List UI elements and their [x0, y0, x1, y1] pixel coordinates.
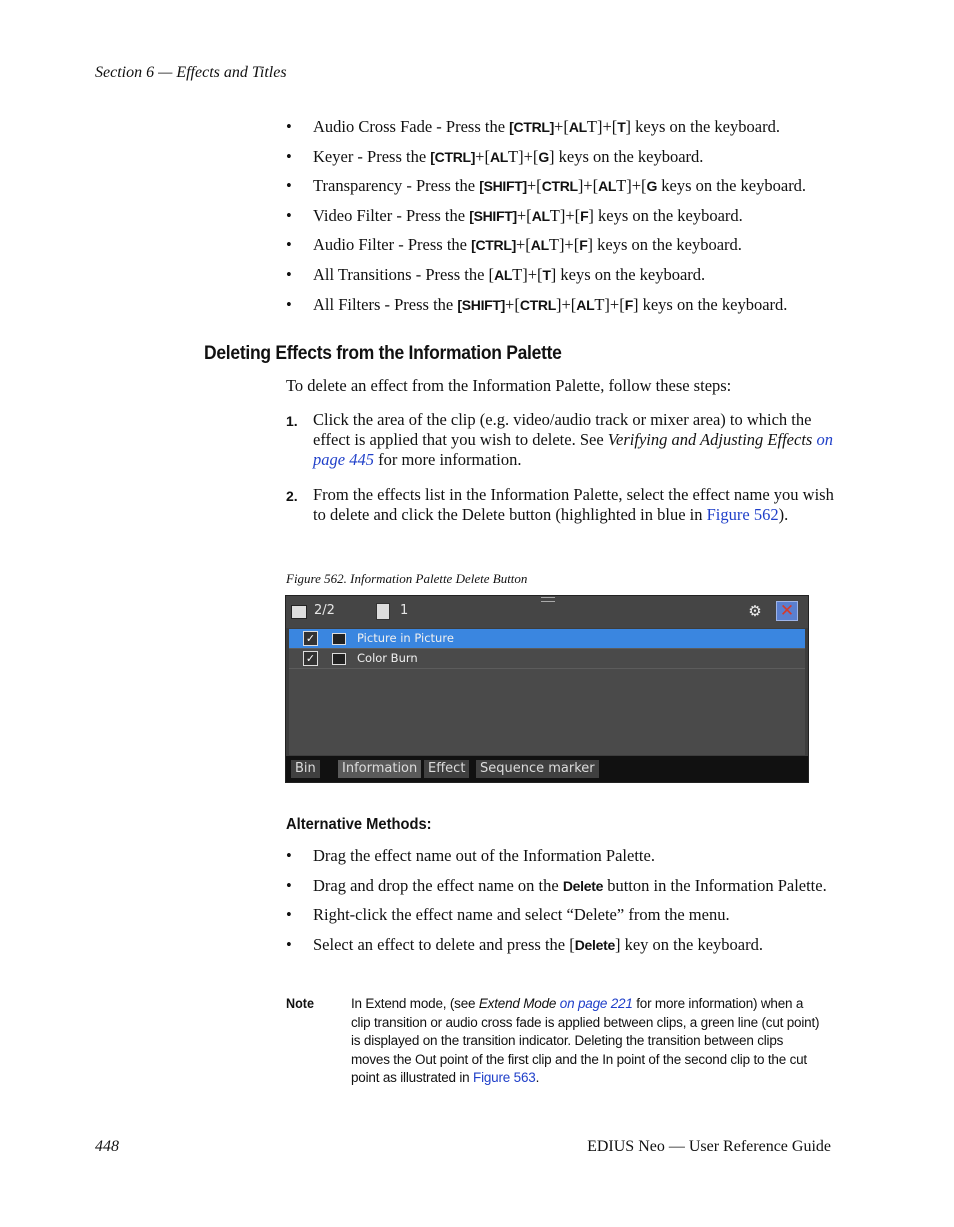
- layer-icon: [291, 605, 307, 619]
- tab-effect[interactable]: Effect: [424, 760, 469, 778]
- text-run: Keyer - Press the: [313, 146, 431, 166]
- key-name: [SHIFT]: [479, 178, 527, 195]
- cross-reference-link[interactable]: Figure 562: [706, 505, 779, 524]
- key-name: AL: [489, 148, 509, 165]
- text-run: ]+[: [555, 294, 577, 314]
- delete-x-icon: ✕: [779, 601, 795, 621]
- text-run: T]+[: [586, 117, 618, 136]
- key-name: Delete: [574, 936, 615, 953]
- text-run: T]+[: [549, 205, 581, 225]
- key-name: AL: [576, 296, 595, 313]
- text-run: Video Filter - Press the: [313, 205, 470, 225]
- palette-tabs: [286, 756, 808, 782]
- key-name: T: [542, 266, 551, 283]
- clip-icon: [376, 603, 390, 620]
- clip-count: 1: [400, 603, 409, 618]
- list-item: [286, 876, 846, 896]
- key-name: AL: [531, 207, 550, 224]
- text-run: Click the area of the clip (e.g. video/audio track or mixer area) to which the effect is applied that you wish to delete. See: [313, 410, 812, 449]
- list-item: [286, 117, 846, 137]
- key-name: CTRL: [519, 296, 556, 313]
- text-run: All Filters - Press the: [313, 294, 458, 314]
- cross-reference-title: Verifying and Adjusting Effects: [607, 430, 813, 449]
- running-header: Section 6 — Effects and Titles: [95, 64, 287, 81]
- figure-caption: Figure 562. Information Palette Delete Button: [286, 571, 528, 586]
- text-run: Transparency - Press the: [313, 176, 480, 196]
- key-name: Delete: [562, 877, 604, 894]
- information-palette: [285, 595, 809, 783]
- cross-reference-title: Extend Mode: [478, 996, 557, 1011]
- tab-sequence-marker[interactable]: Sequence marker: [476, 760, 599, 778]
- text-run: .: [535, 1070, 540, 1085]
- text-run: T]+[: [508, 146, 539, 166]
- drag-handle[interactable]: [541, 597, 555, 602]
- list-item: [286, 235, 846, 255]
- text-run: T]+[: [616, 176, 647, 196]
- key-name: AL: [494, 266, 513, 283]
- text-run: ] keys on the keyboard.: [588, 205, 743, 225]
- list-item: [286, 176, 846, 196]
- list-item: [286, 147, 846, 167]
- text-run: T]+[: [548, 235, 580, 255]
- text-run: Select an effect to delete and press the [: [313, 934, 575, 954]
- layer-count: 2/2: [314, 603, 335, 618]
- text-run: +[: [554, 117, 569, 136]
- key-name: F: [579, 237, 588, 254]
- footer-title: EDIUS Neo — User Reference Guide: [587, 1138, 831, 1155]
- text-run: T]+[: [594, 294, 625, 314]
- list-item: [286, 905, 846, 925]
- text-run: for more information.: [373, 450, 522, 469]
- text-run: ] keys on the keyboard.: [550, 264, 706, 284]
- text-run: All Transitions - Press the [: [313, 264, 495, 284]
- text-run: Drag the effect name out of the Information Palette.: [313, 846, 655, 865]
- shortcut-list: [286, 117, 846, 324]
- tab-bin[interactable]: Bin: [291, 760, 320, 778]
- effect-settings-icon[interactable]: ⚙: [748, 602, 762, 620]
- key-name: F: [624, 296, 633, 313]
- step-item: [286, 410, 846, 470]
- key-name: CTRL: [541, 178, 578, 195]
- text-run: button in the Information Palette.: [603, 875, 827, 895]
- checkbox-icon[interactable]: ✓: [303, 651, 318, 666]
- text-run: Right-click the effect name and select “Delete” from the menu.: [313, 905, 730, 925]
- checkbox-icon[interactable]: ✓: [303, 631, 318, 646]
- key-name: [CTRL]: [509, 119, 555, 135]
- text-run: Audio Filter - Press the: [313, 235, 472, 255]
- key-name: [CTRL]: [430, 148, 476, 165]
- list-item: [286, 265, 846, 285]
- text-run: +[: [526, 176, 542, 196]
- alternative-methods-title: Alternative Methods:: [286, 816, 432, 833]
- key-name: AL: [568, 119, 587, 135]
- list-item: [286, 935, 846, 955]
- text-run: keys on the keyboard.: [657, 176, 807, 196]
- text-run: ] keys on the keyboard.: [549, 146, 704, 166]
- text-run: ] key on the keyboard.: [614, 934, 763, 954]
- effect-row[interactable]: [289, 629, 805, 649]
- text-run: T]+[: [512, 264, 543, 284]
- cross-reference-link[interactable]: on page 445: [313, 430, 833, 469]
- text-run: for more information) when a clip transition or audio cross fade is applied between clips, a green line (cut point) is displayed on the transition indicator. Deleting the transition between clips moves the Out point of the first clip and the In point of the second clip to the cut point as illustrated in: [351, 996, 820, 1085]
- effect-name: Picture in Picture: [357, 631, 454, 645]
- text-run: In Extend mode, (see: [351, 996, 479, 1011]
- text-run: Drag and drop the effect name on the: [313, 875, 563, 895]
- key-name: AL: [598, 178, 617, 195]
- effects-list: [289, 629, 805, 755]
- text-run: +[: [516, 205, 532, 225]
- text-run: Audio Cross Fade - Press the: [313, 117, 510, 136]
- text-run: ).: [778, 505, 789, 524]
- text-run: ] keys on the keyboard.: [587, 235, 742, 255]
- cross-reference-link[interactable]: on page 221: [559, 996, 633, 1011]
- text-run: From the effects list in the Information Palette, select the effect name you wish to delete and click the Delete button (highlighted in blue in: [313, 485, 834, 524]
- key-name: G: [646, 178, 658, 195]
- text-run: +[: [475, 146, 490, 166]
- key-name: [SHIFT]: [469, 207, 517, 224]
- key-name: [SHIFT]: [457, 296, 506, 313]
- delete-button[interactable]: [776, 601, 798, 621]
- key-name: G: [538, 148, 549, 165]
- effect-icon: [332, 653, 346, 665]
- key-name: [CTRL]: [471, 237, 516, 254]
- palette-toolbar: [286, 596, 808, 628]
- effect-row[interactable]: [289, 649, 805, 669]
- text-run: ] keys on the keyboard.: [632, 294, 788, 314]
- text-run: ] keys on the keyboard.: [625, 117, 780, 136]
- key-name: T: [617, 119, 626, 135]
- list-item: [286, 295, 846, 315]
- alternative-methods-list: [286, 846, 846, 964]
- page-number: 448: [95, 1138, 119, 1155]
- text-run: +[: [515, 235, 531, 255]
- list-item: [286, 846, 846, 866]
- steps-list: [286, 410, 846, 540]
- effect-icon: [332, 633, 346, 645]
- key-name: F: [580, 207, 589, 224]
- step-number: 2.: [286, 488, 298, 504]
- note-text: [351, 995, 821, 1088]
- text-run: ]+[: [577, 176, 599, 196]
- tab-information[interactable]: Information: [338, 760, 421, 778]
- section-title: Deleting Effects from the Information Palette: [204, 343, 562, 364]
- text-run: +[: [505, 294, 520, 314]
- key-name: AL: [530, 237, 549, 254]
- list-item: [286, 206, 846, 226]
- effect-name: Color Burn: [357, 651, 418, 665]
- step-number: 1.: [286, 413, 298, 429]
- note-label: Note: [286, 995, 315, 1011]
- intro-text: To delete an effect from the Information Palette, follow these steps:: [286, 376, 732, 395]
- cross-reference-link[interactable]: Figure 563: [473, 1070, 536, 1085]
- step-item: [286, 485, 846, 525]
